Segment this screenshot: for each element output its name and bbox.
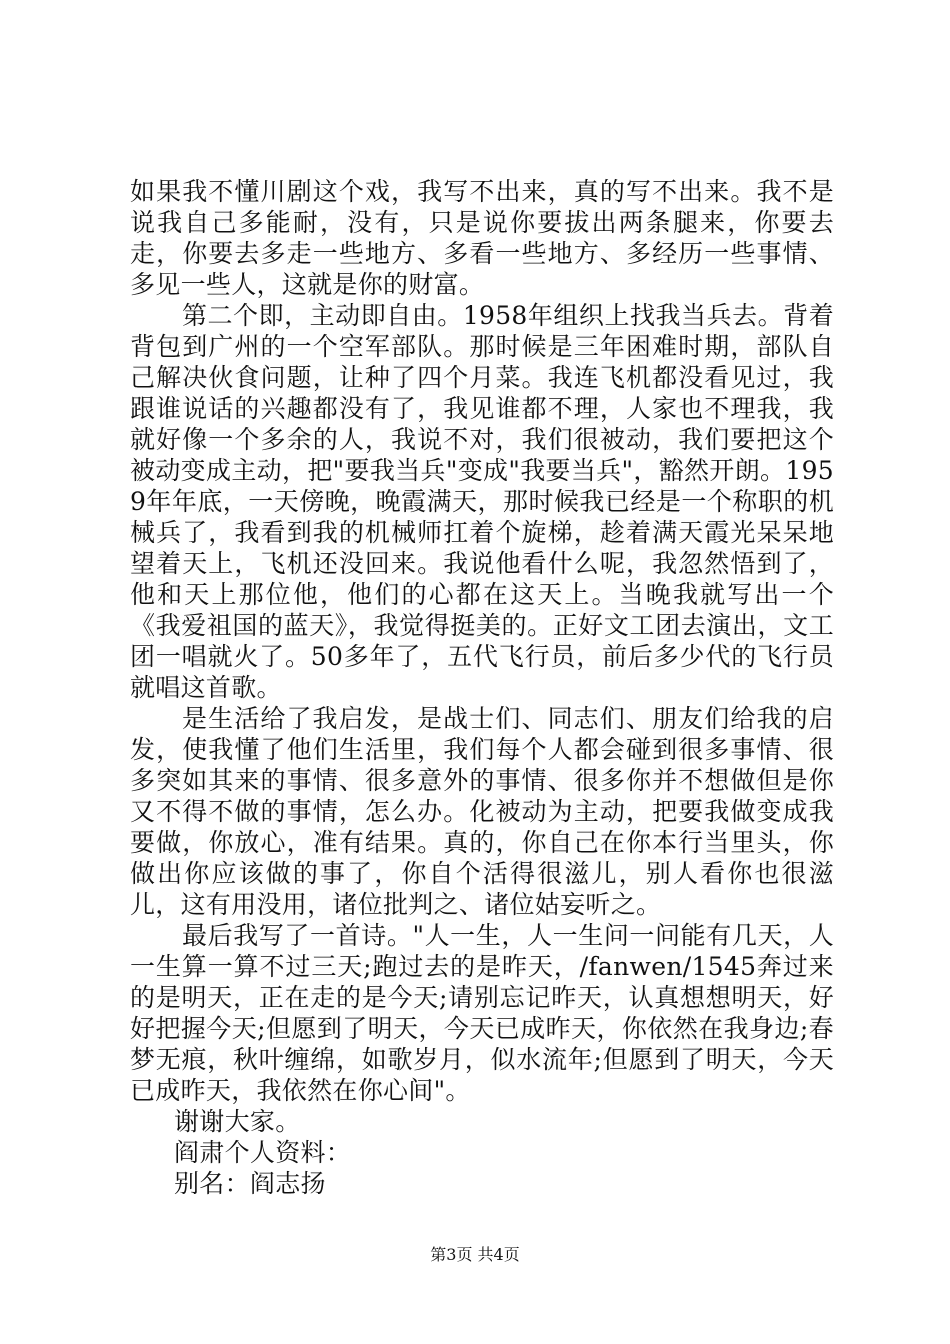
document-body — [130, 176, 834, 1199]
paragraph-2: 第二个即，主动即自由。1958年组织上找我当兵去。背着背包到广州的一个空军部队。那时候是三年困难时期，部队自己解决伙食问题，让种了四个月菜。我连飞机都没看见过，我跟谁说话的兴趣都没有了，我见谁都不理，人家也不理我，我就好像一个多余的人，我说不对，我们很被动，我们要把这个被动变成主动，把"要我当兵"变成"我要当兵"，豁然开朗。1959年年底，一天傍晚，晚霞满天，那时候我已经是一个称职的机械兵了，我看到我的机械师扛着个旋梯，趁着满天霞光呆呆地望着天上，飞机还没回来。我说他看什么呢，我忽然悟到了，他和天上那位他，他们的心都在这天上。当晚我就写出一个《我爱祖国的蓝天》，我觉得挺美的。正好文工团去演出，文工团一唱就火了。50多年了，五代飞行员，前后多少代的飞行员就唱这首歌。 — [130, 301, 834, 702]
paragraph-4: 最后我写了一首诗。"人一生，人一生问一问能有几天，人一生算一算不过三天;跑过去的是昨天，/fanwen/1545奔过来的是明天，正在走的是今天;请别忘记昨天，认真想想明天，好好把握今天;但愿到了明天，今天已成昨天，你依然在我身边;春梦无痕，秋叶缠绵，如歌岁月，似水流年;但愿到了明天，今天已成昨天，我依然在你心间"。 — [130, 921, 834, 1105]
page-footer: 第3页 共4页 — [430, 1245, 520, 1264]
alias-line: 别名：阎志扬 — [174, 1169, 326, 1198]
paragraph-3: 是生活给了我启发，是战士们、同志们、朋友们给我的启发，使我懂了他们生活里，我们每个人都会碰到很多事情、很多突如其来的事情、很多意外的事情、很多你并不想做但是你又不得不做的事情，怎么办。化被动为主动，把要我做变成我要做，你放心，准有结果。真的，你自己在你本行当里头，你做出你应该做的事了，你自个活得很滋儿，别人看你也很滋儿，这有用没用，诸位批判之、诸位姑妄听之。 — [130, 704, 834, 919]
profile-heading: 阎肃个人资料： — [174, 1138, 352, 1167]
closing-line: 谢谢大家。 — [174, 1107, 301, 1136]
paragraph-1: 如果我不懂川剧这个戏，我写不出来，真的写不出来。我不是说我自己多能耐，没有，只是说你要拔出两条腿来，你要去走，你要去多走一些地方、多看一些地方、多经历一些事情、多见一些人，这就是你的财富。 — [130, 177, 834, 299]
